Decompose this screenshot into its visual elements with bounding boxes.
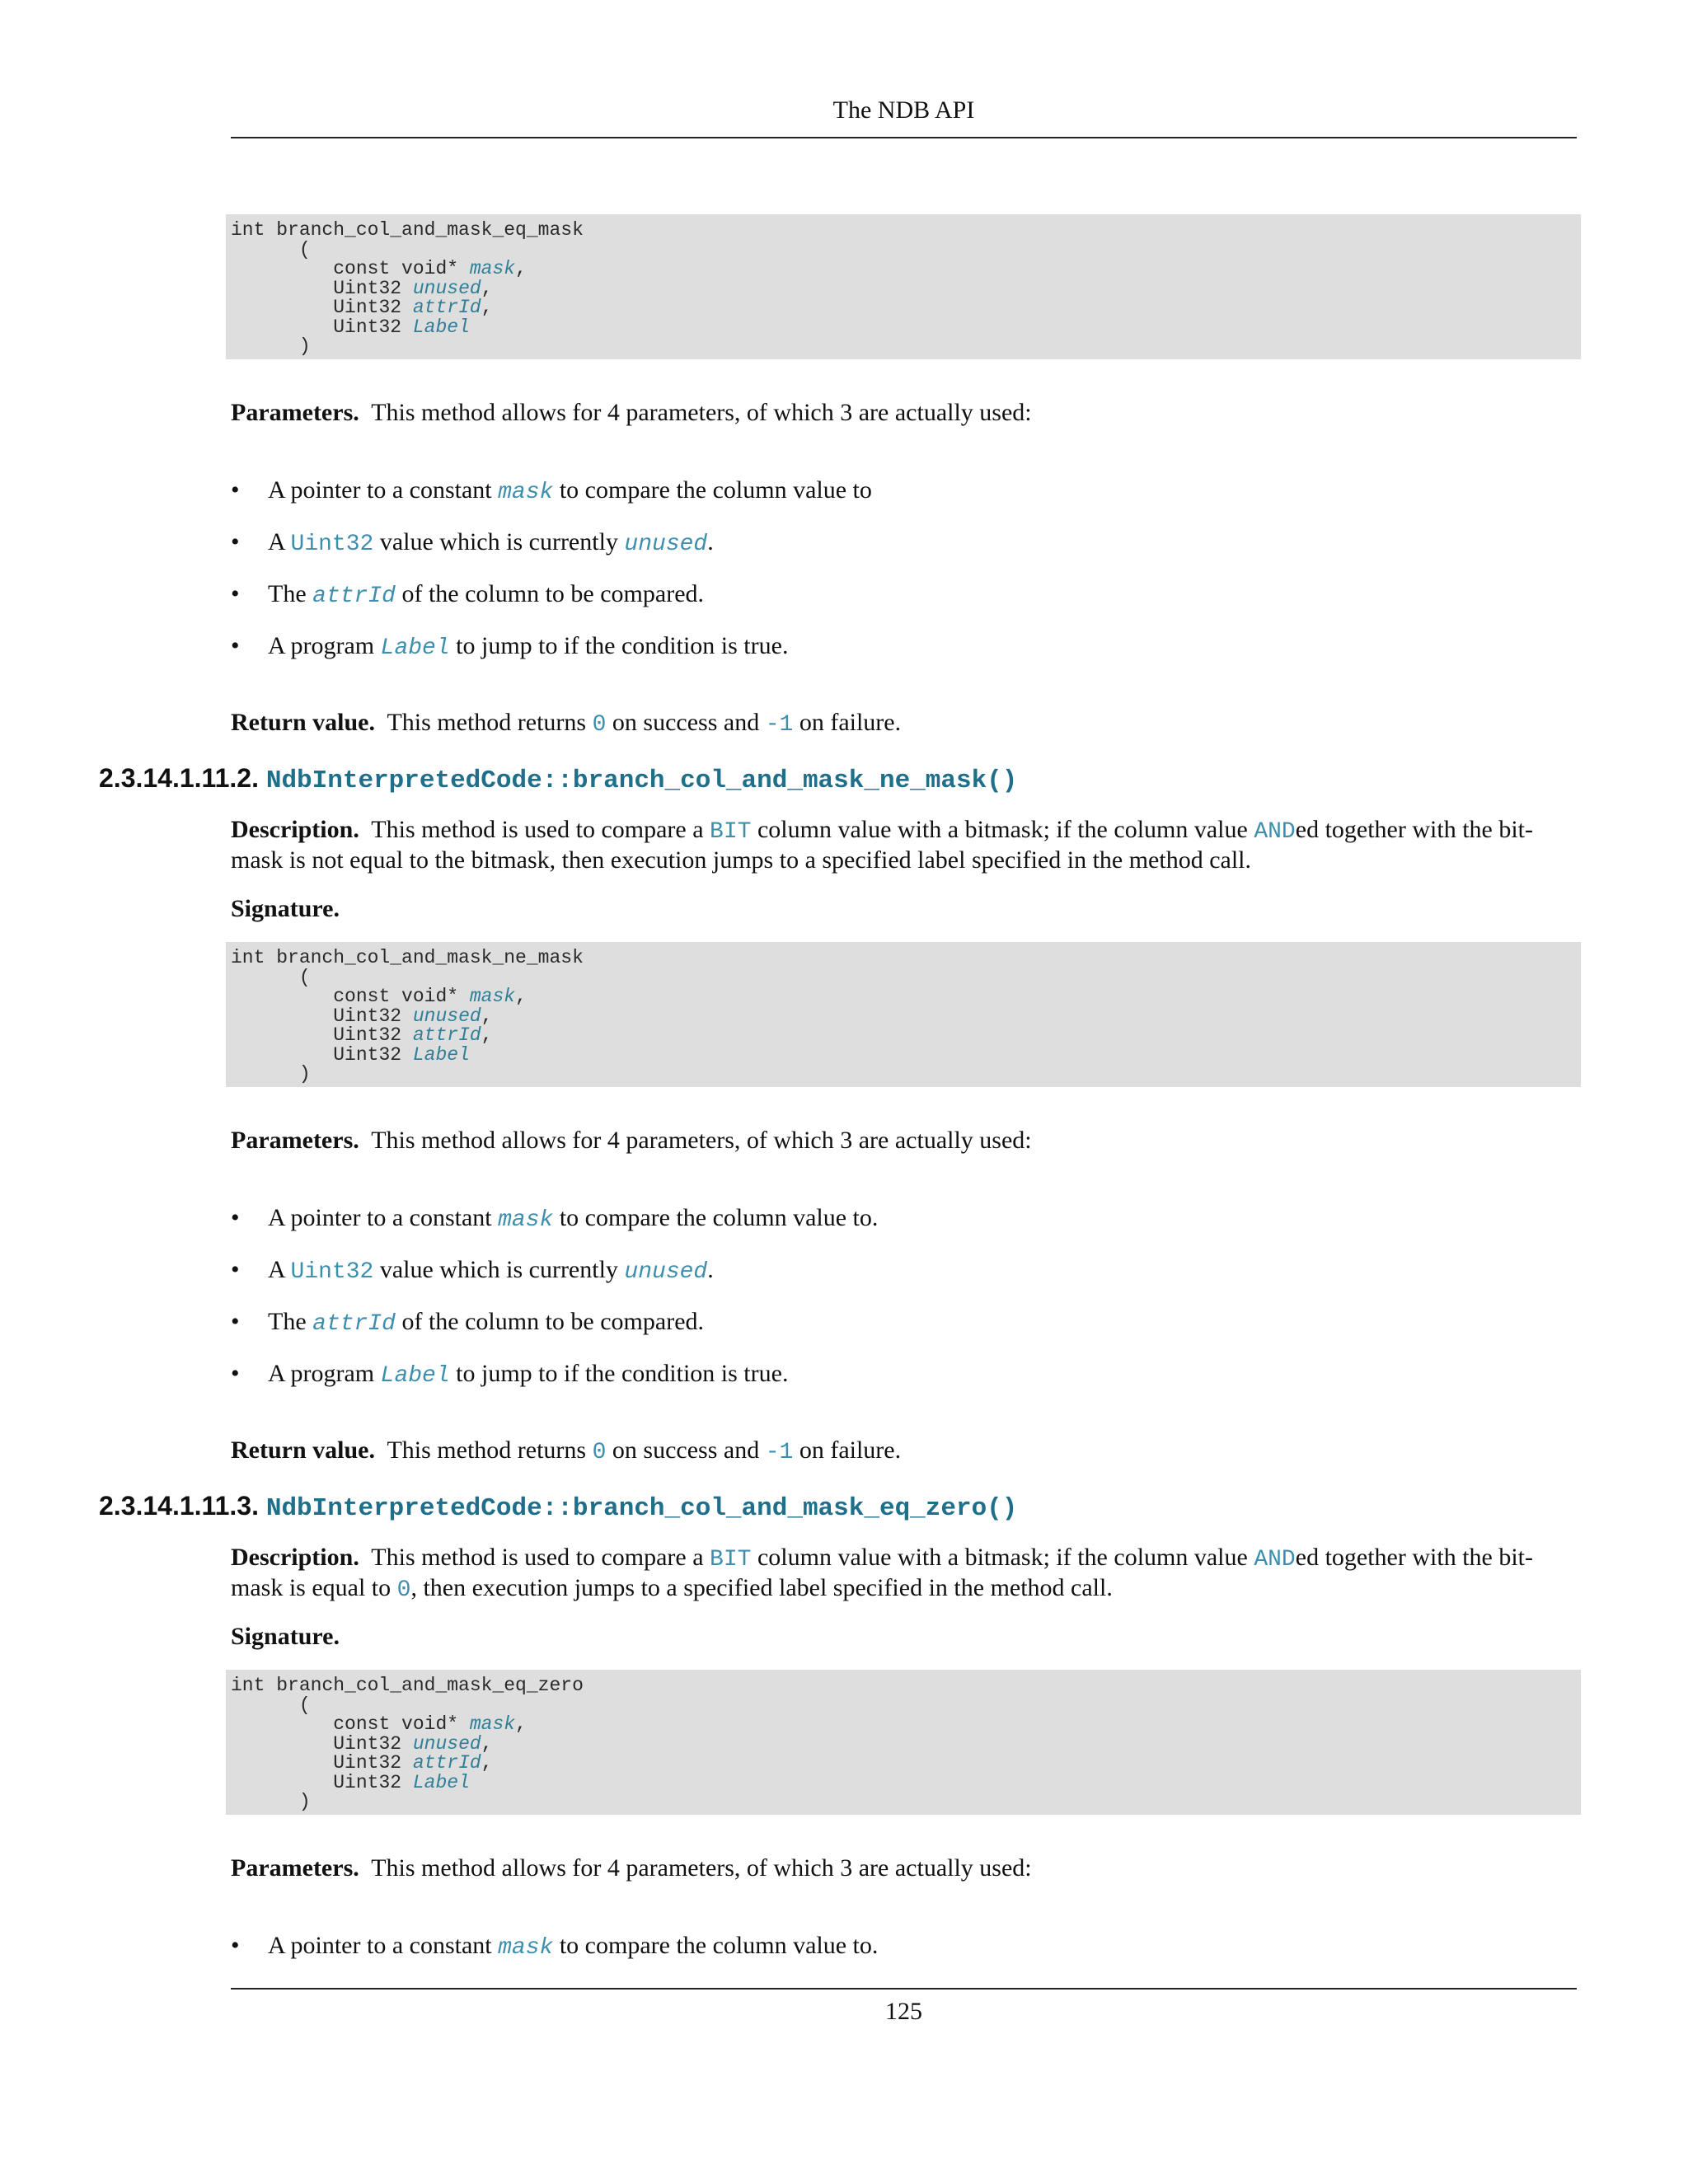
code-fn: int branch_col_and_mask_ne_mask: [231, 947, 584, 968]
code-type: Uint32: [333, 277, 413, 299]
list-item: [231, 1204, 1541, 1235]
text: ed together with the bit-: [1295, 1544, 1534, 1571]
inline-code: 0: [592, 1440, 607, 1465]
text: column value with a bitmask; if the column value: [751, 816, 1254, 843]
inline-code: AND: [1254, 1547, 1296, 1572]
list-item: [231, 528, 1541, 559]
running-title: The NDB API: [832, 96, 975, 124]
description-paragraph: [231, 1544, 1541, 1605]
bullet-glyph: •: [231, 580, 240, 607]
bullet-glyph: •: [231, 476, 240, 504]
bullet-glyph: •: [231, 1256, 240, 1283]
code-type: Uint32: [333, 1752, 413, 1774]
code-sep: ,: [515, 986, 527, 1007]
inline-code: mask: [498, 1207, 554, 1233]
inline-code: attrId: [312, 1311, 396, 1337]
text: value which is currently: [373, 1256, 625, 1283]
list-item: [231, 1256, 1541, 1286]
inline-code: -1: [765, 1440, 794, 1465]
text: The: [268, 1308, 313, 1335]
description-label: Description.: [231, 1544, 359, 1571]
section-method-link[interactable]: NdbInterpretedCode::branch_col_and_mask_ne_mask(): [265, 766, 1018, 795]
return-label: Return value.: [231, 1436, 375, 1464]
text: to jump to if the condition is true.: [449, 632, 789, 659]
bullet-glyph: •: [231, 528, 240, 555]
text: on success and: [606, 709, 766, 736]
code-paren: (: [298, 966, 311, 988]
return-label: Return value.: [231, 709, 375, 736]
code-block-ne-mask: [226, 942, 1581, 1087]
page-header: [231, 92, 1577, 138]
code-type: Uint32: [333, 297, 413, 318]
code-sep: ,: [481, 1732, 493, 1755]
code-param: attrId: [412, 1024, 481, 1046]
text: A: [268, 528, 291, 555]
code-param: Label: [412, 1771, 470, 1793]
inline-code: Uint32: [290, 532, 374, 557]
code-block-eq-zero: [226, 1670, 1581, 1815]
code-param: attrId: [412, 1752, 481, 1774]
inline-code: Label: [380, 1363, 450, 1389]
section-number: 2.3.14.1.11.3.: [99, 1491, 266, 1521]
text: value which is currently: [373, 528, 625, 555]
bullet-glyph: •: [231, 1932, 240, 1959]
text: to jump to if the condition is true.: [449, 1360, 789, 1387]
code-param: Label: [412, 1043, 470, 1066]
text: of the column to be compared.: [395, 580, 705, 607]
params-label: Parameters.: [231, 1127, 359, 1154]
inline-code: unused: [624, 532, 708, 557]
page-number: 125: [885, 1998, 922, 2025]
inline-code: BIT: [710, 819, 752, 845]
code-type: Uint32: [333, 1024, 413, 1046]
text: A program: [268, 1360, 381, 1387]
section-method-link[interactable]: NdbInterpretedCode::branch_col_and_mask_eq_zero(): [265, 1494, 1018, 1523]
code-sep: ,: [481, 1005, 493, 1027]
code-paren: (: [298, 1694, 311, 1716]
signature-label-row: [231, 895, 1541, 923]
params-text: This method allows for 4 parameters, of which 3 are actually used:: [371, 1854, 1032, 1882]
bullet-glyph: •: [231, 1308, 240, 1335]
code-type: Uint32: [333, 1732, 413, 1755]
code-paren: ): [298, 1791, 311, 1812]
code-param: unused: [412, 277, 481, 299]
inline-code: Label: [380, 635, 450, 661]
code-paren: ): [298, 335, 311, 357]
text: ed together with the bit-: [1295, 816, 1534, 843]
list-item: [231, 1308, 1541, 1338]
text: A pointer to a constant: [268, 1204, 499, 1231]
text: This method is used to compare a: [371, 816, 710, 843]
params-label: Parameters.: [231, 1854, 359, 1882]
section-heading-ne-mask: [99, 762, 1582, 798]
text: to compare the column value to.: [553, 1204, 879, 1231]
text: column value with a bitmask; if the column value: [751, 1544, 1254, 1571]
list-item: [231, 1360, 1541, 1390]
code-param: unused: [412, 1732, 481, 1755]
text: on success and: [606, 1436, 766, 1464]
params-label: Parameters.: [231, 399, 359, 426]
bullet-glyph: •: [231, 1360, 240, 1387]
text: mask is not equal to the bitmask, then execution jumps to a specified label specified in the method call.: [231, 846, 1252, 874]
description-paragraph: [231, 816, 1541, 874]
text: .: [707, 1256, 714, 1283]
code-type: const void*: [333, 986, 470, 1007]
inline-code: unused: [624, 1259, 708, 1285]
inline-code: 0: [592, 712, 607, 738]
params-paragraph: [231, 399, 1541, 427]
code-param: mask: [469, 986, 516, 1007]
bullet-glyph: •: [231, 1204, 240, 1231]
code-param: unused: [412, 1005, 481, 1027]
inline-code: AND: [1254, 819, 1296, 845]
bullet-glyph: •: [231, 632, 240, 659]
code-type: Uint32: [333, 1043, 413, 1066]
text: mask is equal to: [231, 1574, 397, 1601]
params-paragraph: [231, 1127, 1541, 1155]
text: on failure.: [793, 1436, 902, 1464]
inline-code: attrId: [312, 583, 396, 609]
signature-label: Signature.: [231, 1623, 340, 1650]
text: A: [268, 1256, 291, 1283]
text: A pointer to a constant: [268, 476, 499, 504]
inline-code: -1: [765, 712, 794, 738]
signature-label: Signature.: [231, 895, 340, 922]
inline-code: 0: [396, 1577, 411, 1603]
section-number: 2.3.14.1.11.2.: [99, 763, 266, 793]
text: A program: [268, 632, 381, 659]
code-type: const void*: [333, 258, 470, 279]
inline-code: BIT: [710, 1547, 752, 1572]
code-param: attrId: [412, 297, 481, 318]
code-sep: ,: [481, 1752, 493, 1774]
text: This method is used to compare a: [371, 1544, 710, 1571]
code-type: Uint32: [333, 1005, 413, 1027]
code-sep: ,: [481, 277, 493, 299]
code-paren: ): [298, 1063, 311, 1085]
return-paragraph: [231, 709, 1541, 739]
page-footer: [231, 1988, 1577, 2026]
text: , then execution jumps to a specified label specified in the method call.: [410, 1574, 1113, 1601]
text: .: [707, 528, 714, 555]
params-text: This method allows for 4 parameters, of which 3 are actually used:: [371, 399, 1032, 426]
list-item: [231, 476, 1541, 507]
code-fn: int branch_col_and_mask_eq_mask: [231, 219, 584, 241]
code-param: Label: [412, 316, 470, 338]
list-item: [231, 632, 1541, 663]
code-param: mask: [469, 1713, 516, 1735]
code-sep: ,: [515, 1713, 527, 1735]
return-paragraph: [231, 1436, 1541, 1467]
params-paragraph: [231, 1854, 1541, 1882]
inline-code: mask: [498, 480, 554, 505]
code-fn: int branch_col_and_mask_eq_zero: [231, 1675, 584, 1696]
text: The: [268, 580, 313, 607]
text: on failure.: [793, 709, 902, 736]
code-type: const void*: [333, 1713, 470, 1735]
code-type: Uint32: [333, 316, 413, 338]
text: A pointer to a constant: [268, 1932, 499, 1959]
section-heading-eq-zero: [99, 1489, 1582, 1526]
code-sep: ,: [515, 258, 527, 279]
inline-code: Uint32: [290, 1259, 374, 1285]
text: This method returns: [387, 709, 593, 736]
code-paren: (: [298, 238, 311, 260]
list-item: [231, 580, 1541, 611]
text: of the column to be compared.: [395, 1308, 705, 1335]
params-text: This method allows for 4 parameters, of which 3 are actually used:: [371, 1127, 1032, 1154]
text: to compare the column value to: [553, 476, 872, 504]
text: This method returns: [387, 1436, 593, 1464]
signature-label-row: [231, 1623, 1541, 1651]
text: to compare the column value to.: [553, 1932, 879, 1959]
code-type: Uint32: [333, 1771, 413, 1793]
code-sep: ,: [481, 297, 493, 318]
code-block-eq-mask: [226, 214, 1581, 359]
list-item: [231, 1932, 1541, 1962]
code-sep: ,: [481, 1024, 493, 1046]
code-param: mask: [469, 258, 516, 279]
inline-code: mask: [498, 1935, 554, 1961]
description-label: Description.: [231, 816, 359, 843]
